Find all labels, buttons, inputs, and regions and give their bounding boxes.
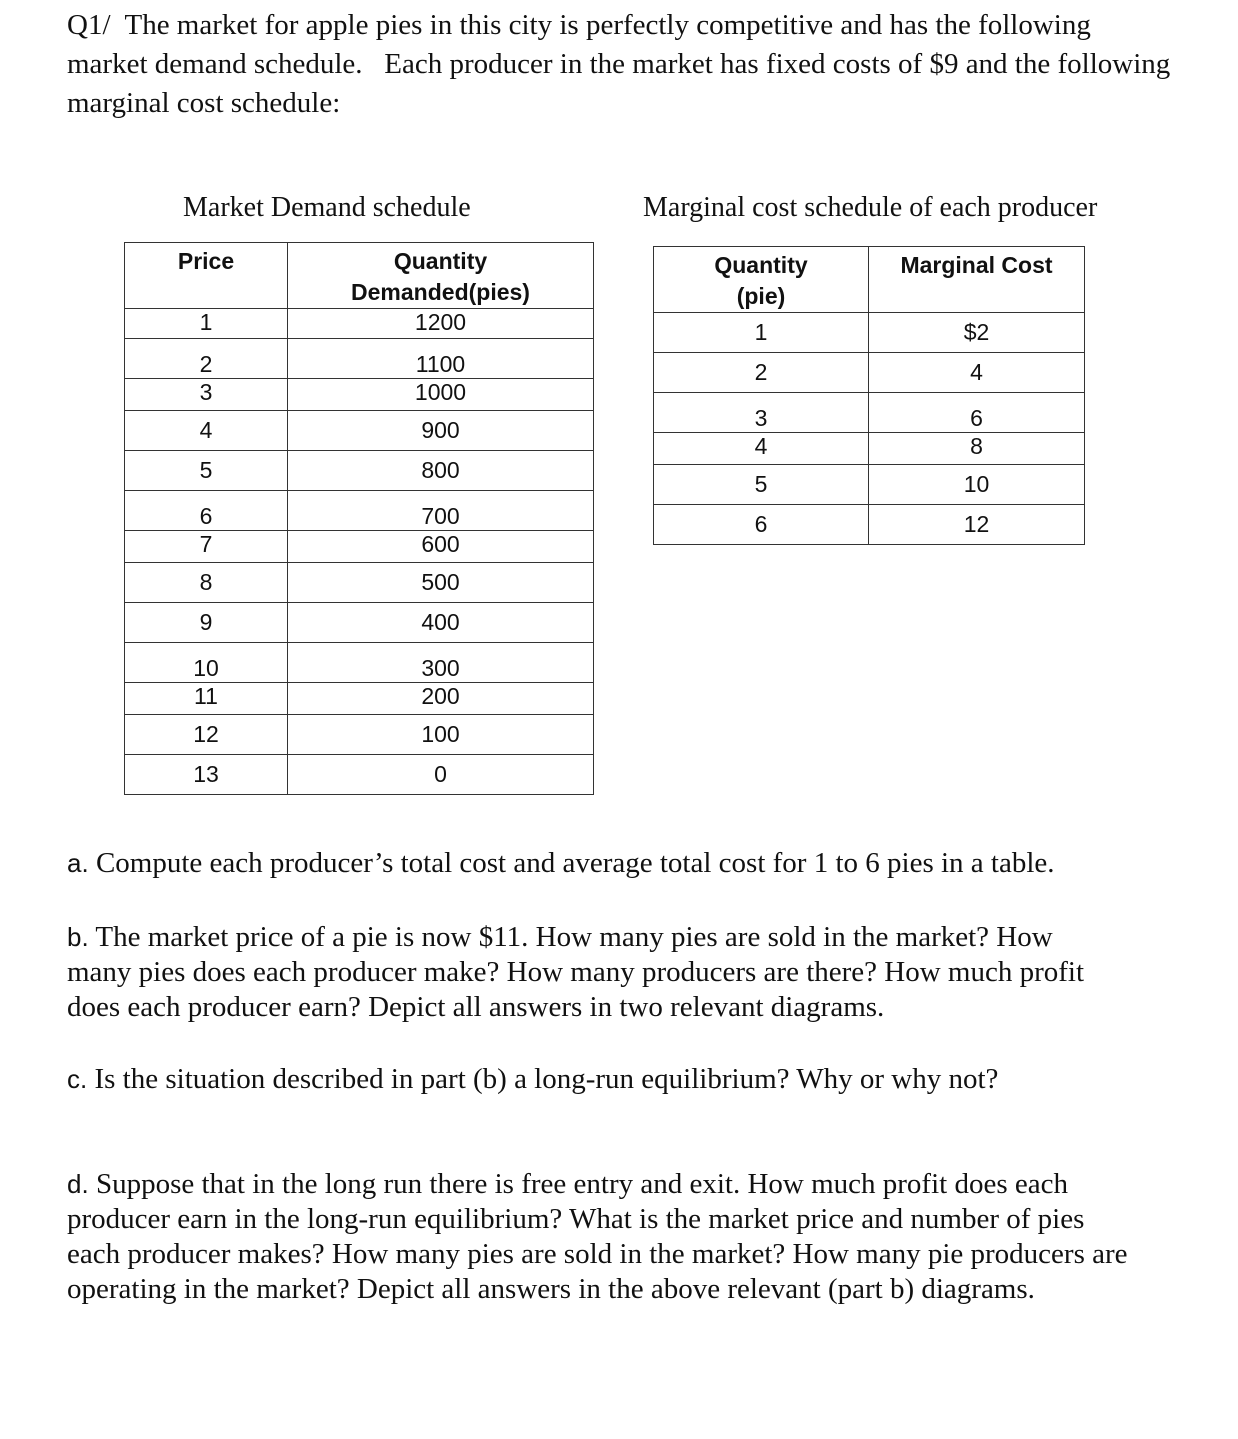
quantity-cell: 4 [654,433,869,465]
intro-line-2: market demand schedule. Each producer in the market has fixed costs of $9 and the following [67,48,1171,80]
intro-paragraph [67,6,1235,123]
table-row [654,505,1085,545]
mc-header-row [654,247,1085,313]
quantity-cell: 1100 [288,339,594,379]
quantity-cell: 800 [288,451,594,491]
header-quantity-line2: (pie) [736,283,786,309]
table-row [125,309,594,339]
header-price: Price [125,243,288,309]
table-row [125,603,594,643]
table-row [125,451,594,491]
question-d [67,1167,1227,1307]
mc-cell: 8 [869,433,1085,465]
question-d-line4: operating in the market? Depict all answers in the above relevant (part b) diagrams. [67,1273,1035,1305]
quantity-cell: 0 [288,755,594,795]
header-marginal-cost: Marginal Cost [869,247,1085,313]
question-d-line3: each producer makes? How many pies are sold in the market? How many pie producers are [67,1238,1128,1270]
quantity-cell: 3 [654,393,869,433]
demand-table [124,242,594,795]
mc-cell: $2 [869,313,1085,353]
quantity-cell: 300 [288,643,594,683]
quantity-cell: 600 [288,531,594,563]
header-quantity-pie [654,247,869,313]
price-cell: 10 [125,643,288,683]
quantity-cell: 200 [288,683,594,715]
price-cell: 2 [125,339,288,379]
table-row [125,531,594,563]
question-d-label: d. [67,1169,89,1199]
table-row [654,353,1085,393]
intro-line-1: Q1/ The market for apple pies in this city is perfectly competitive and has the following [67,9,1091,41]
price-cell: 8 [125,563,288,603]
quantity-cell: 900 [288,411,594,451]
price-cell: 12 [125,715,288,755]
quantity-cell: 100 [288,715,594,755]
intro-line-3: marginal cost schedule: [67,87,341,119]
table-row [654,465,1085,505]
header-quantity-demanded [288,243,594,309]
price-cell: 7 [125,531,288,563]
question-b-line3: does each producer earn? Depict all answers in two relevant diagrams. [67,991,885,1023]
question-a-text: Compute each producer’s total cost and average total cost for 1 to 6 pies in a table. [88,847,1055,879]
table-row [125,715,594,755]
question-d-line2: producer earn in the long-run equilibrium? What is the market price and number of pies [67,1203,1085,1235]
question-b-line1: The market price of a pie is now $11. How many pies are sold in the market? How [88,921,1053,953]
mc-body [654,313,1085,545]
question-a-label: a. [67,848,89,878]
table-row [125,411,594,451]
table-row [125,755,594,795]
demand-table-caption: Market Demand schedule [183,192,471,223]
quantity-cell: 5 [654,465,869,505]
price-cell: 1 [125,309,288,339]
question-b [67,920,1217,1025]
header-quantity-line1: Quantity [393,248,488,274]
price-cell: 4 [125,411,288,451]
question-c-label: c. [67,1064,88,1094]
quantity-cell: 500 [288,563,594,603]
table-row [125,339,594,379]
mc-cell: 12 [869,505,1085,545]
mc-cell: 10 [869,465,1085,505]
table-row [654,393,1085,433]
table-row [654,313,1085,353]
price-cell: 5 [125,451,288,491]
quantity-cell: 700 [288,491,594,531]
mc-cell: 4 [869,353,1085,393]
price-cell: 3 [125,379,288,411]
mc-table-caption: Marginal cost schedule of each producer [643,192,1098,223]
quantity-cell: 1200 [288,309,594,339]
quantity-cell: 400 [288,603,594,643]
demand-body [125,309,594,795]
question-c-text: Is the situation described in part (b) a long-run equilibrium? Why or why not? [87,1063,999,1095]
question-a [67,846,1217,881]
quantity-cell: 6 [654,505,869,545]
price-cell: 13 [125,755,288,795]
price-cell: 6 [125,491,288,531]
table-row [125,683,594,715]
question-c [67,1062,1217,1097]
price-cell: 11 [125,683,288,715]
quantity-cell: 1000 [288,379,594,411]
header-quantity-line2: Demanded(pies) [351,279,530,305]
question-b-label: b. [67,922,89,952]
question-b-line2: many pies does each producer make? How many producers are there? How much profit [67,956,1085,988]
table-row [125,563,594,603]
quantity-cell: 1 [654,313,869,353]
table-row [125,643,594,683]
quantity-cell: 2 [654,353,869,393]
question-d-line1: Suppose that in the long run there is free entry and exit. How much profit does each [88,1168,1068,1200]
demand-header-row [125,243,594,309]
table-row [125,491,594,531]
mc-cell: 6 [869,393,1085,433]
mc-table [653,246,1085,545]
table-row [125,379,594,411]
table-row [654,433,1085,465]
price-cell: 9 [125,603,288,643]
header-quantity-line1: Quantity [714,252,808,278]
